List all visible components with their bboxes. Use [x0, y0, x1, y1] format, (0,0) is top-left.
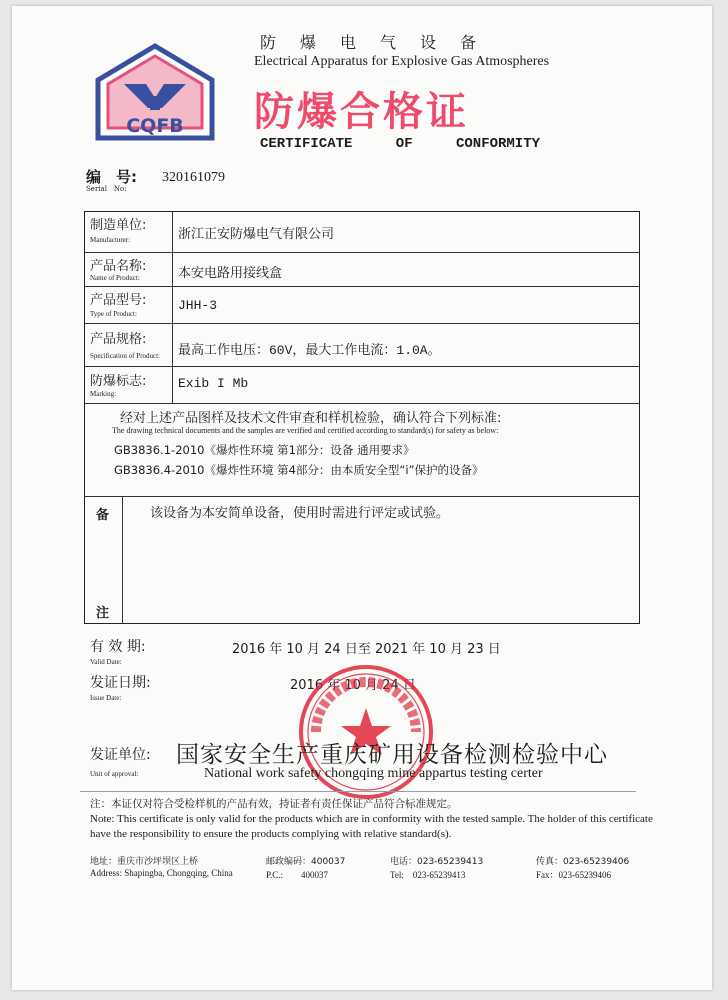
approval-label-en: Unit of approval:: [90, 770, 139, 778]
valid-date-label: 有 效 期:: [90, 639, 146, 655]
valid-date-value: 2016 年 10 月 24 日至 2021 年 10 月 23 日: [232, 642, 501, 657]
issuing-authority: 国家安全生产重庆矿用设备检测检验中心: [176, 742, 608, 768]
logo-text: CQFB: [126, 115, 184, 137]
serial-label: 编 号:: [86, 168, 137, 186]
remark-label: 注: [96, 606, 110, 621]
remark-text: 该设备为本安简单设备，使用时需进行评定或试验。: [150, 506, 450, 521]
address-cn: 地址：重庆市沙坪坝区上桥: [90, 857, 199, 867]
certificate-subtitle: [260, 136, 540, 152]
valid-date-label-en: Valid Date:: [90, 658, 122, 666]
certificate-title: 防爆合格证: [254, 89, 469, 135]
header-cn: 防爆电气设备: [260, 33, 501, 52]
issuing-authority-en: National work safety chongqing mine appartus testing certer: [204, 766, 543, 781]
remark-label: 备: [96, 508, 110, 523]
tel-en: Tel: 023-65239413: [390, 870, 466, 880]
cqfb-logo: [94, 42, 216, 142]
issue-date-label: 发证日期:: [90, 675, 151, 691]
standards-intro: 经对上述产品图样及技术文件审查和样机检验，确认符合下列标准:: [120, 411, 502, 426]
product-name-label-en: Name of Product:: [90, 274, 140, 282]
divider: [80, 791, 636, 792]
standard-item: GB3836.1-2010《爆炸性环境 第1部分：设备 通用要求》: [114, 443, 415, 457]
approval-label: 发证单位:: [90, 747, 151, 763]
product-type-label: 产品型号:: [90, 293, 147, 308]
standards-intro-en: The drawing technical documents and the samples are verified and certified according to standard(s) for safety as below:: [112, 426, 499, 435]
marking-label-en: Marking:: [90, 390, 117, 398]
marking-value: Exib I Mb: [178, 376, 249, 391]
specification-label-en: Specification of Product:: [90, 352, 160, 360]
note-en: Note: This certificate is only valid for the products which are in conformity with the tested sample. The holder of this certificate have the responsibility to ensure the products complying with relative standard(s).: [90, 813, 653, 840]
serial-number: 320161079: [162, 170, 225, 185]
header-en: Electrical Apparatus for Explosive Gas Atmospheres: [254, 54, 550, 69]
serial-label-en: Serial No:: [86, 185, 127, 193]
product-type-value: JHH-3: [178, 298, 218, 313]
product-name-label: 产品名称:: [90, 259, 147, 274]
specification-label: 产品规格:: [90, 332, 147, 347]
manufacturer-label-en: Manufacturer:: [90, 236, 131, 244]
tel-cn: 电话：023-65239413: [390, 857, 484, 867]
product-name-value: 本安电路用接线盒: [178, 266, 283, 281]
address-en: Address: Shapingba, Chongqing, China: [90, 868, 233, 878]
issue-date-label-en: Issue Date:: [90, 694, 122, 702]
note-cn: 注：本证仅对符合受检样机的产品有效，持证者有责任保证产品符合标准规定。: [90, 798, 458, 810]
subtitle-word: OF: [395, 136, 413, 152]
certificate-page: [12, 6, 712, 990]
postcode-cn: 邮政编码：400037: [266, 857, 346, 867]
subtitle-word: CONFORMITY: [455, 136, 540, 152]
fax-en: Fax：023-65239406: [536, 870, 611, 880]
manufacturer-value: 浙江正安防爆电气有限公司: [178, 227, 335, 242]
manufacturer-label: 制造单位:: [90, 218, 147, 233]
subtitle-word: CERTIFICATE: [260, 136, 353, 152]
standard-item: GB3836.4-2010《爆炸性环境 第4部分：由本质安全型“i”保护的设备》: [114, 463, 484, 477]
issue-date-value: 2016 年 10 月 24 日: [290, 678, 416, 693]
marking-label: 防爆标志:: [90, 374, 147, 389]
product-type-label-en: Type of Product:: [90, 310, 137, 318]
specification-value: 最高工作电压：60V，最大工作电流：1.0A。: [178, 343, 441, 358]
postcode-en: P.C.: 400037: [266, 870, 329, 880]
fax-cn: 传真：023-65239406: [536, 857, 630, 867]
